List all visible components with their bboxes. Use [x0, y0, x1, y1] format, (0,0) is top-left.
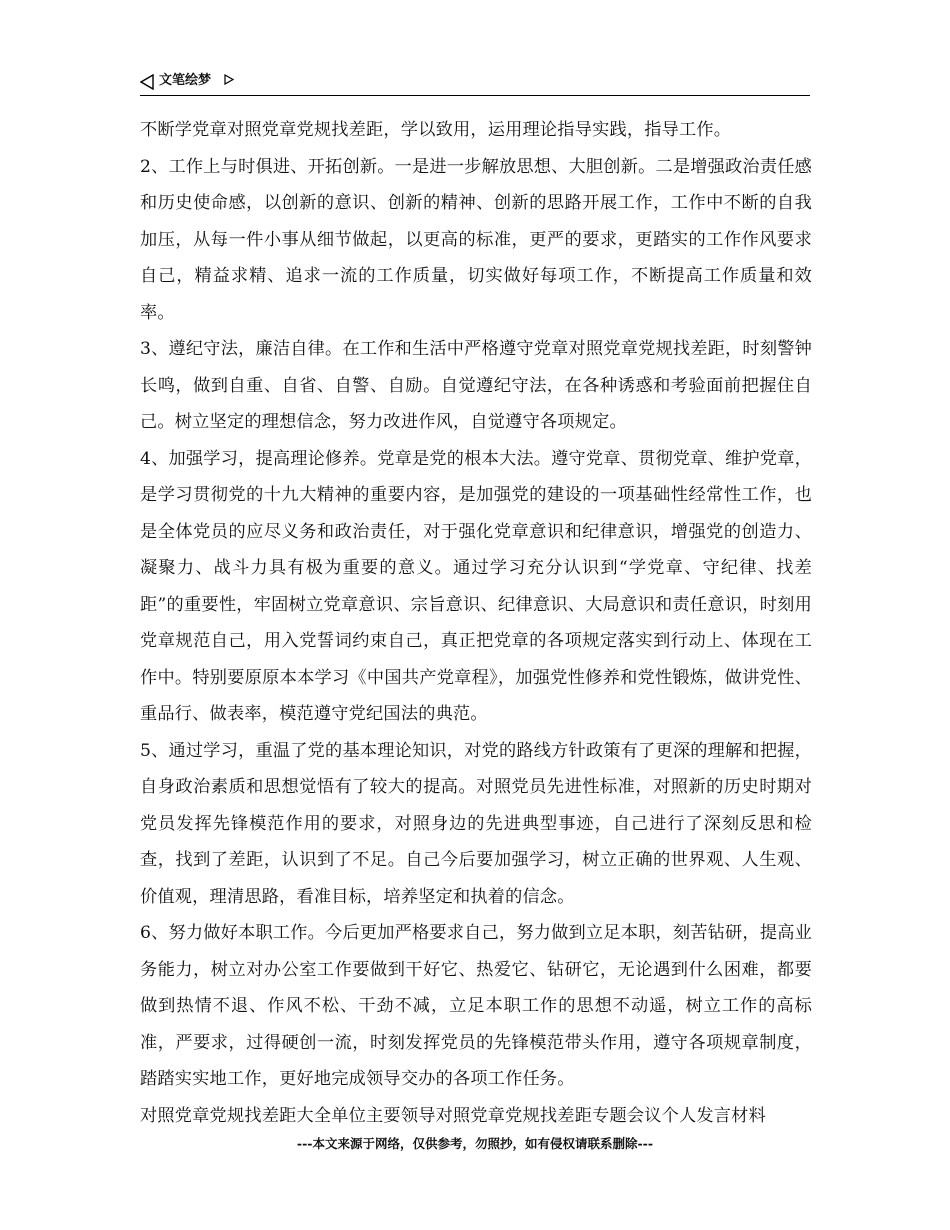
paragraph: 对照党章党规找差距大全单位主要领导对照党章党规找差距专题会议个人发言材料 [140, 1105, 766, 1126]
paragraph: 4、加强学习，提高理论修养。党章是党的根本大法。遵守党章、贯彻党章、维护党章，是学习贯彻党的十九大精神的重要内容，是加强党的建设的一项基础性经常性工作，也是全体党员的应尽义务和政治责任，对于强化党章意识和纪律意识，增强党的创造力、凝聚力、战斗力具有极为重要的意义。通过学习充分认识到“学党章、守纪律、找差距”的重要性，牢固树立党章意识、宗旨意识、纪律意识、大局意识和责任意识，时刻用党章规范自己，用入党誓词约束自己，真正把党章的各项规定落实到行动上、体现在工作中。特别要原原本本学习《中国共产党章程》，加强党性修养和党性锻炼，做讲党性、重品行、做表率，模范遵守党纪国法的典范。 [140, 448, 812, 724]
footer-disclaimer: ---本文来源于网络，仅供参考，勿照抄，如有侵权请联系删除--- [296, 1136, 654, 1151]
triangle-right-icon [224, 74, 234, 85]
paragraph: 不断学党章对照党章党规找差距，学以致用，运用理论指导实践，指导工作。 [140, 120, 732, 140]
triangle-left-icon [140, 74, 154, 90]
header-title: 文笔绘梦 [159, 73, 212, 88]
document-header [140, 70, 810, 96]
paragraph: 3、遵纪守法，廉洁自律。在工作和生活中严格遵守党章对照党章党规找差距，时刻警钟长鸣，做到自重、自省、自警、自励。自觉遵纪守法，在各种诱惑和考验面前把握住自己。树立坚定的理想信念，努力改进作风，自觉遵守各项规定。 [140, 339, 812, 432]
paragraph: 5、通过学习，重温了党的基本理论知识，对党的路线方针政策有了更深的理解和把握，自身政治素质和思想觉悟有了较大的提高。对照党员先进性标准，对照新的历史时期对党员发挥先锋模范作用的要求，对照身边的先进典型事迹，自己进行了深刻反思和检查，找到了差距，认识到了不足。自己今后要加强学习，树立正确的世界观、人生观、价值观，理清思路，看准目标，培养坚定和执着的信念。 [140, 740, 812, 907]
paragraph: 6、努力做好本职工作。今后更加严格要求自己，努力做到立足本职，刻苦钻研，提高业务能力，树立对办公室工作要做到干好它、热爱它、钻研它，无论遇到什么困难，都要做到热情不退、作风不松、干劲不减，立足本职工作的思想不动遥，树立工作的高标准，严要求，过得硬创一流，时刻发挥党员的先锋模范带头作用，遵守各项规章制度，踏踏实实地工作，更好地完成领导交办的各项工作任务。 [140, 923, 812, 1089]
document-body [140, 112, 812, 1134]
paragraph: 2、工作上与时俱进、开拓创新。一是进一步解放思想、大胆创新。二是增强政治责任感和历史使命感，以创新的意识、创新的精神、创新的思路开展工作，工作中不断的自我加压，从每一件小事从细节做起，以更高的标准，更严的要求，更踏实的工作作风要求自己，精益求精、追求一流的工作质量，切实做好每项工作，不断提高工作质量和效率。 [140, 156, 812, 323]
